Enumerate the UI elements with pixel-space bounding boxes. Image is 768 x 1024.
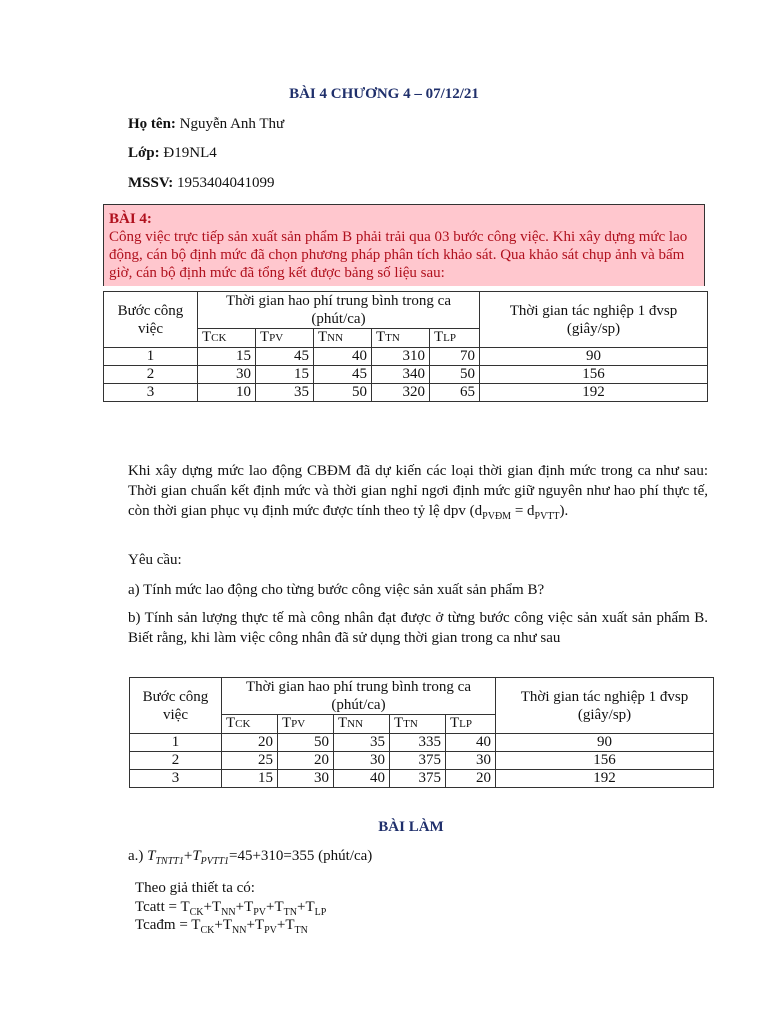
table-row: 3 10 35 50 320 65 192 [104, 384, 708, 402]
student-id [128, 175, 275, 192]
col-tpv: TPV [278, 715, 334, 734]
header-tn: Thời gian tác nghiệp 1 đvsp (giây/sp) [496, 678, 714, 734]
answer-a: a.) $T_{TNTT1}+T_{PVTT1}=45+310=355$ (phút/ca) [128, 848, 373, 867]
table-row: 2 25 20 30 375 30 156 [130, 752, 714, 770]
question-a: a) Tính mức lao động cho từng bước công việc sản xuất sản phẩm B? [128, 582, 545, 598]
header-tn: Thời gian tác nghiệp 1 đvsp (giây/sp) [480, 292, 708, 348]
col-tck: TCK [222, 715, 278, 734]
student-name [128, 116, 284, 133]
table-row: 2 30 15 45 340 50 156 [104, 366, 708, 384]
page-title: BÀI 4 CHƯƠNG 4 – 07/12/21 [289, 86, 479, 102]
student-class [128, 145, 217, 162]
header-step: Bước công việc [104, 292, 198, 348]
class-label: Lớp: [128, 145, 160, 161]
col-tlp: TLP [430, 329, 480, 348]
given-label: Theo giả thiết ta có: [135, 880, 255, 896]
formula-tcadm: Tcađm = $T_{CK}+T_{NN}+T_{PV}+T_{TN}$ [135, 917, 308, 936]
col-tnn: TNN [334, 715, 390, 734]
data-table-2 [129, 677, 714, 788]
col-ttn: TTN [390, 715, 446, 734]
problem-box [103, 204, 705, 286]
solution-heading: BÀI LÀM [378, 819, 444, 835]
name-value: Nguyễn Anh Thư [179, 116, 285, 132]
col-tnn: TNN [314, 329, 372, 348]
header-step: Bước công việc [130, 678, 222, 734]
id-label: MSSV: [128, 175, 174, 191]
col-tpv: TPV [256, 329, 314, 348]
problem-text: Công việc trực tiếp sản xuất sản phẩm B phải trải qua 03 bước công việc. Khi xây dựng mức lao động, cán bộ định mức đã chọn phương pháp phân tích khảo sát. Qua khảo sát chụp ảnh và bấm giờ, cán bộ định mức đã tổng kết được bảng số liệu sau: [109, 229, 688, 281]
data-table-1 [103, 291, 708, 402]
requirements-label: Yêu cầu: [128, 552, 182, 568]
header-time: Thời gian hao phí trung bình trong ca (phút/ca) [198, 292, 480, 329]
table-row: 1 20 50 35 335 40 90 [130, 734, 714, 752]
header-time: Thời gian hao phí trung bình trong ca (phút/ca) [222, 678, 496, 715]
col-tck: TCK [198, 329, 256, 348]
col-ttn: TTN [372, 329, 430, 348]
question-b: b) Tính sản lượng thực tế mà công nhân đạt được ở từng bước công việc sản xuất sản phẩm B. Biết rằng, khi làm việc công nhân đã sử dụng thời gian trong ca như sau [128, 610, 708, 646]
problem-title: BÀI 4: [109, 211, 152, 227]
formula-tcatt: Tcatt = $T_{CK}+T_{NN}+T_{PV}+T_{TN}+T_{LP}$ [135, 899, 327, 918]
name-label: Họ tên: [128, 116, 176, 132]
col-tlp: TLP [446, 715, 496, 734]
assumption-paragraph: Khi xây dựng mức lao động CBĐM đã dự kiến các loại thời gian định mức trong ca như sau: Thời gian chuẩn kết định mức và thời gian nghỉ ngơi định mức giữ nguyên như hao phí thực tế, còn thời gian phục vụ định mức được tính theo tỷ lệ dpv $(d_{PVĐM} = d_{PVTT})$. [128, 463, 708, 522]
id-value: 1953404041099 [177, 175, 275, 191]
table-row: 3 15 30 40 375 20 192 [130, 770, 714, 788]
class-value: Đ19NL4 [163, 145, 217, 161]
table-row: 1 15 45 40 310 70 90 [104, 348, 708, 366]
